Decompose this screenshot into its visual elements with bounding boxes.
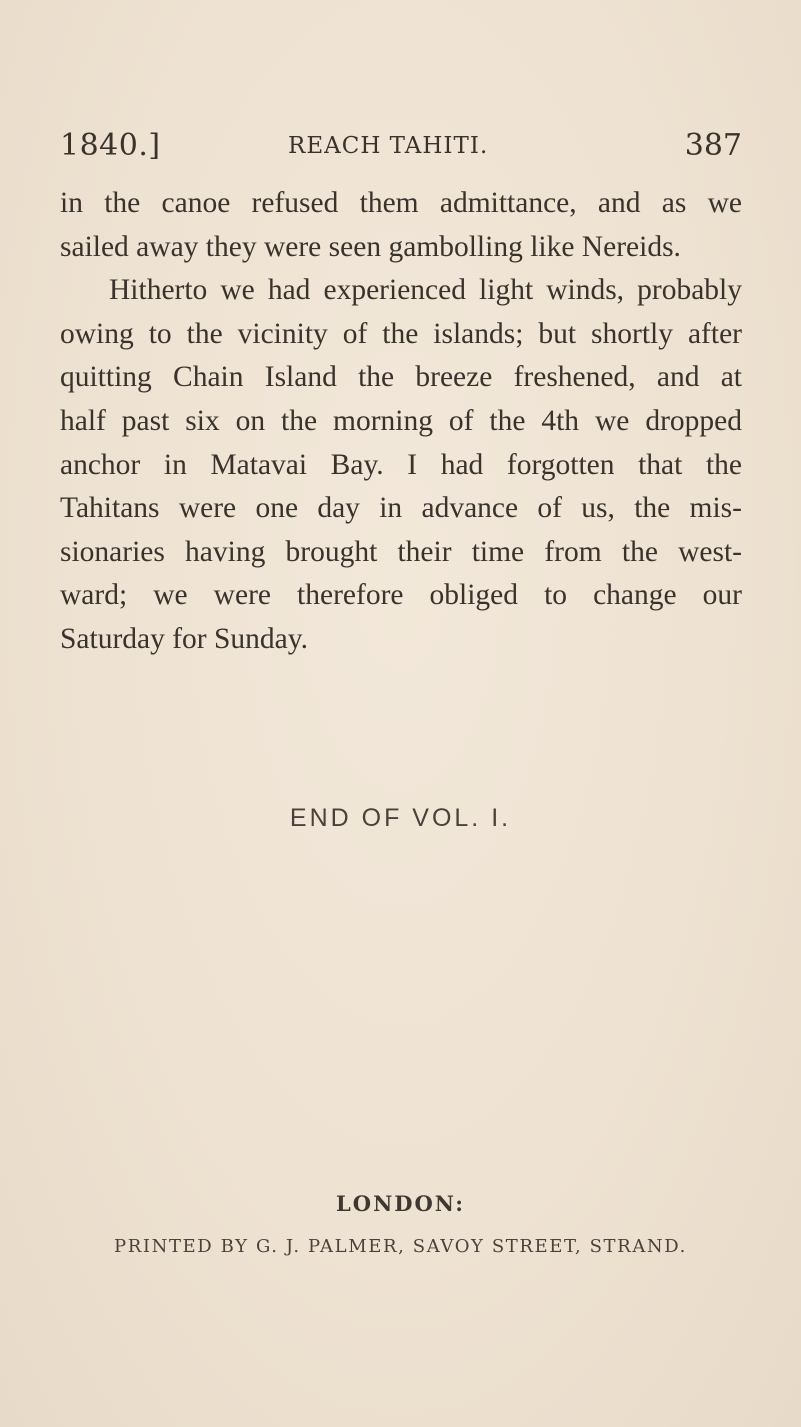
- text-line: in the canoe refused them admittance, and as we: [60, 187, 742, 219]
- text-line: ward; we were therefore obliged to change our: [60, 579, 742, 612]
- end-of-volume-note: END OF VOL. I.: [289, 804, 512, 832]
- text-line: Tahitans were one day in advance of us, the mis-: [60, 492, 742, 525]
- running-head: [60, 128, 742, 168]
- text-line: half past six on the morning of the 4th we dropped: [60, 404, 742, 437]
- body-text: [60, 182, 742, 662]
- page-number: 387: [684, 128, 742, 163]
- text-line: owing to the vicinity of the islands; but shortly after: [60, 317, 742, 350]
- text-line: Hitherto we had experienced light winds, probably: [109, 274, 742, 307]
- text-line: Saturday for Sunday.: [60, 622, 308, 655]
- text-line: sailed away they were seen gambolling like Nereids.: [60, 230, 681, 263]
- imprint-printer: PRINTED BY G. J. PALMER, SAVOY STREET, STRAND.: [114, 1236, 687, 1257]
- running-head-year: 1840.]: [60, 128, 161, 163]
- running-head-title: REACH TAHITI.: [288, 133, 489, 159]
- text-line: sionaries having brought their time from the west-: [60, 535, 742, 568]
- text-line: quitting Chain Island the breeze freshened, and at: [60, 361, 742, 394]
- imprint-city: LONDON:: [336, 1191, 465, 1216]
- text-line: anchor in Matavai Bay. I had forgotten that the: [60, 448, 742, 481]
